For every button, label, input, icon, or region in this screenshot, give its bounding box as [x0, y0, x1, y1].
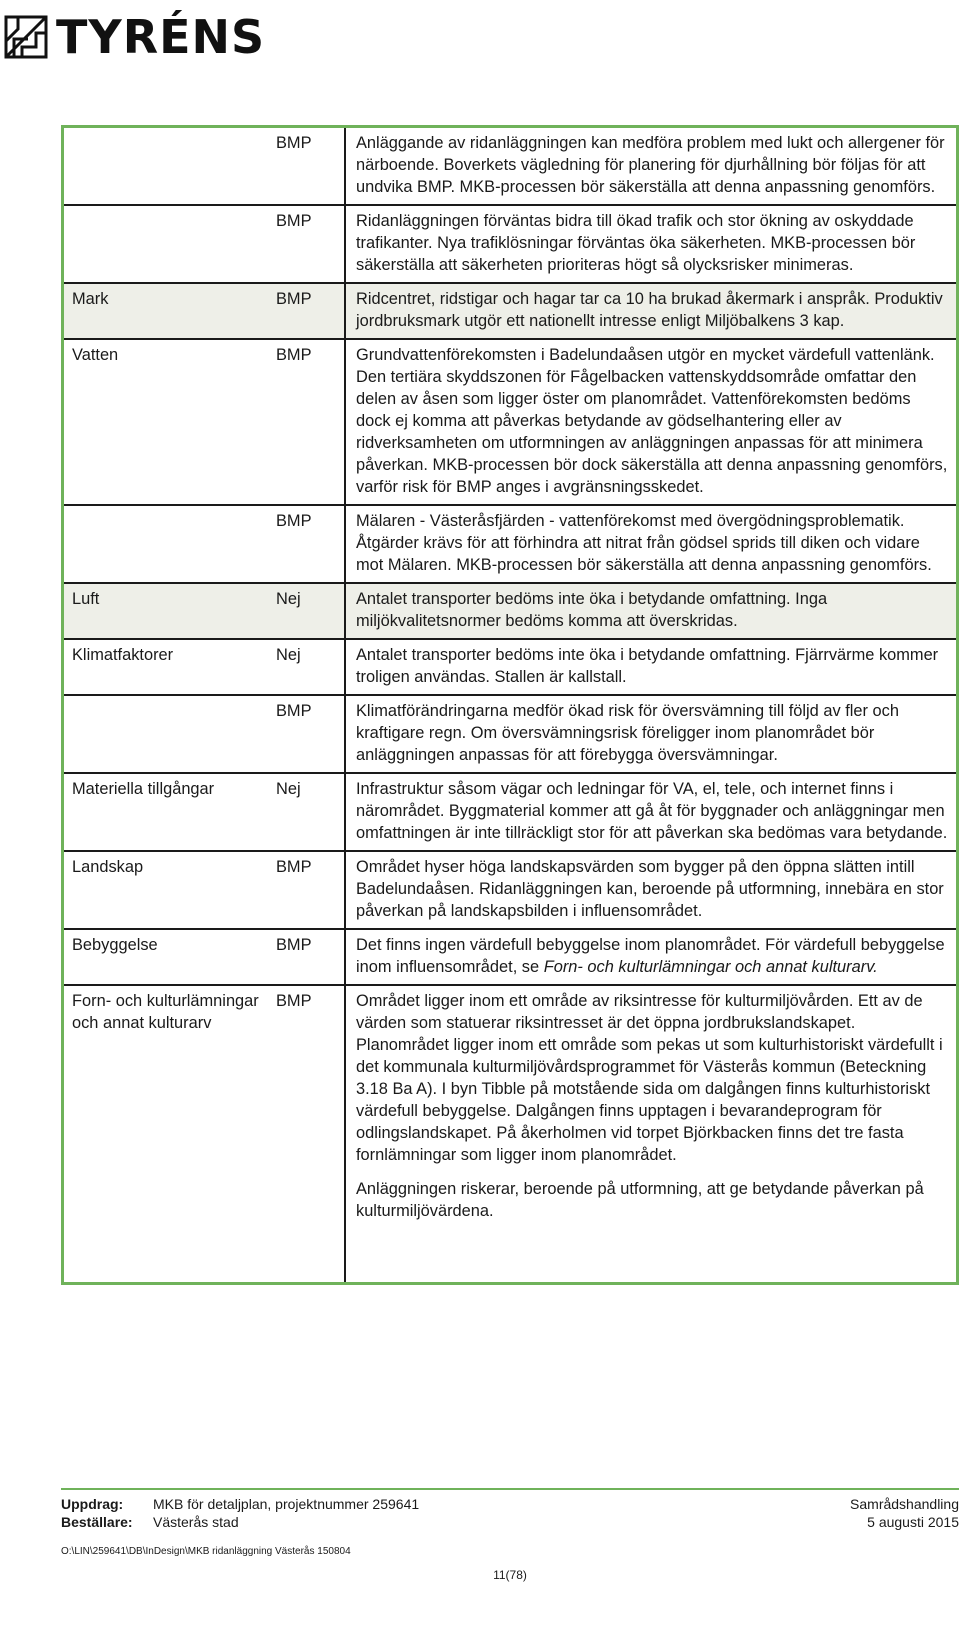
description-text: Ridcentret, ridstigar och hagar tar ca 10 ha brukad åkermark i anspråk. Produktiv jordbruksmark utgör ett nationellt intresse enligt Miljöbalkens 3 kap. [356, 290, 943, 330]
footer-client [61, 1513, 239, 1531]
table-row [63, 773, 958, 851]
table-row [63, 283, 958, 339]
rating-cell: BMP [268, 205, 345, 283]
description-cell [345, 283, 958, 339]
description-cell [345, 127, 958, 206]
description-text: Anläggningen riskerar, beroende på utformning, att ge betydande påverkan på kulturmiljövärdena. [356, 1180, 924, 1220]
description-text: Grundvattenförekomsten i Badelundaåsen utgör en mycket värdefull vattenlänk. Den tertiära skyddszonen för Fågelbacken vattenskyddsområde omfattar den delen av åsen som ligger öster om planområdet. Vattenförekomsten bedöms dock ej komma att påverkas betydande av gödselhantering eller av ridverksamheten om utformningen av anläggningen anpassas för att minimera påverkan. MKB-processen bör dock säkerställa att denna anpassning genomförs, varför risk för BMP anges i avgränsningsskedet. [356, 346, 948, 496]
description-text: Området ligger inom ett område av riksintresse för kulturmiljövården. Ett av de värden som statuerar riksintresset är det öppna jordbrukslandskapet. Planområdet ligger inom ett område som pekas ut som kulturhistoriskt värdefullt i det kommunala kulturmiljövårdsprogrammet för Västerås kommun (Beteckning 3.18 Ba A). I byn Tibble på motstående sida om dalgången finns kulturhistoriskt värdefull bebyggelse. Dalgången finns upptagen i bevarandeprogram för odlingslandskapet. På åkerholmen vid torpet Björkbacken finns det tre fasta fornlämningar som ligger inom planområdet. [356, 992, 943, 1164]
description-text: Området hyser höga landskapsvärden som bygger på den öppna slätten intill Badelundaåsen. Ridanläggningen kan, beroende på utformning, innebära en stor påverkan på landskapsbilden i influensområdet. [356, 858, 944, 920]
page-number: 11(78) [493, 1568, 527, 1582]
document-date: 5 augusti 2015 [867, 1514, 959, 1530]
aspect-cell: Klimatfaktorer [63, 639, 269, 695]
aspect-cell [63, 127, 269, 206]
description-cell [345, 985, 958, 1284]
aspect-cell [63, 695, 269, 773]
client-value: Västerås stad [153, 1514, 239, 1530]
aspect-cell: Landskap [63, 851, 269, 929]
description-cell [345, 339, 958, 505]
rating-cell: BMP [268, 985, 345, 1284]
assignment-label: Uppdrag: [61, 1496, 124, 1512]
rating-cell: BMP [268, 695, 345, 773]
file-path: O:\LIN\259641\DB\InDesign\MKB ridanläggning Västerås 150804 [61, 1546, 351, 1557]
description-cell [345, 929, 958, 985]
table-row [63, 695, 958, 773]
description-text: Antalet transporter bedöms inte öka i betydande omfattning. Fjärrvärme kommer troligen användas. Stallen är kallstall. [356, 646, 939, 686]
description-text: Ridanläggningen förväntas bidra till ökad trafik och stor ökning av oskyddade trafikanter. Nya trafiklösningar förväntas öka säkerheten. MKB-processen bör säkerställa att säkerheten prioriteras högt så olycksrisker minimeras. [356, 212, 916, 274]
description-text: Infrastruktur såsom vägar och ledningar för VA, el, tele, och internet finns i närområdet. Byggmaterial kommer att gå åt för byggnader och anläggningar men omfattningen är inte tillräckligt stor för att påverkan ska bedömas vara betydande. [356, 780, 948, 842]
table-row [63, 639, 958, 695]
table-row [63, 339, 958, 505]
rating-cell: BMP [268, 505, 345, 583]
table-row [63, 505, 958, 583]
aspect-cell [63, 205, 269, 283]
description-text: Antalet transporter bedöms inte öka i betydande omfattning. Inga miljökvalitetsnormer bedöms komma att överskridas. [356, 590, 828, 630]
page-footer [61, 1488, 959, 1628]
rating-cell: BMP [268, 929, 345, 985]
description-text: Anläggande av ridanläggningen kan medföra problem med lukt och allergener för närboende. Boverkets vägledning för planering för djurhållning bör följas för att undvika BMP. MKB-processen bör säkerställa att denna anpassning genomförs. [356, 134, 945, 196]
tyrens-logo-icon [4, 15, 48, 59]
description-text [356, 934, 948, 978]
aspect-cell: Materiella tillgångar [63, 773, 269, 851]
aspect-cell: Vatten [63, 339, 269, 505]
aspect-cell [63, 505, 269, 583]
rating-cell: BMP [268, 283, 345, 339]
description-cell [345, 583, 958, 639]
description-text: Mälaren - Västeråsfjärden - vattenförekomst med övergödningsproblematik. Åtgärder krävs för att förhindra att nitrat från gödsel sprids till diken och vidare mot Mälaren. MKB-processen bör säkerställa att denna anpassning genomförs. [356, 512, 932, 574]
table-row [63, 851, 958, 929]
assessment-table [61, 125, 959, 1285]
description-cell [345, 505, 958, 583]
company-logo [4, 12, 265, 62]
assignment-value: MKB för detaljplan, projektnummer 259641 [153, 1496, 420, 1512]
footer-assignment [61, 1495, 419, 1513]
aspect-cell: Forn- och kulturlämningar och annat kulturarv [63, 985, 269, 1284]
client-label: Beställare: [61, 1514, 133, 1530]
rating-cell: BMP [268, 851, 345, 929]
cross-reference-text: Forn- och kulturlämningar och annat kulturarv. [543, 958, 878, 976]
aspect-cell: Luft [63, 583, 269, 639]
table-row [63, 205, 958, 283]
rating-cell: Nej [268, 639, 345, 695]
description-cell [345, 695, 958, 773]
aspect-cell: Mark [63, 283, 269, 339]
description-text-plain: Det finns ingen värdefull bebyggelse inom planområdet. För värdefull bebyggelse inom influensområdet, se [356, 936, 945, 976]
footer-divider [61, 1488, 959, 1490]
company-name: TYRÉNS [56, 10, 266, 64]
rating-cell: Nej [268, 773, 345, 851]
description-cell [345, 773, 958, 851]
description-cell [345, 851, 958, 929]
table-row [63, 985, 958, 1284]
table-row [63, 583, 958, 639]
rating-cell: BMP [268, 339, 345, 505]
document-status: Samrådshandling [850, 1496, 959, 1512]
page-header [0, 0, 960, 80]
description-cell [345, 639, 958, 695]
table-row [63, 127, 958, 206]
aspect-cell: Bebyggelse [63, 929, 269, 985]
rating-cell: BMP [276, 134, 312, 152]
rating-cell: Nej [268, 583, 345, 639]
description-text: Klimatförändringarna medför ökad risk för översvämning till följd av fler och kraftigare regn. Om översvämningsrisk föreligger inom planområdet bör anläggningen anpassas för att förebygga översvämningar. [356, 702, 899, 764]
table-row [63, 929, 958, 985]
description-cell [345, 205, 958, 283]
